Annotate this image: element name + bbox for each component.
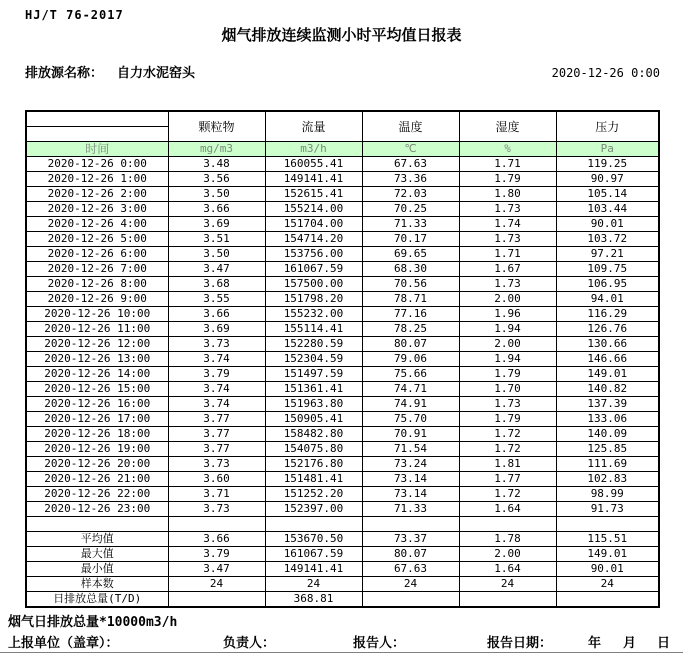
table-cell: 105.14 bbox=[556, 187, 659, 202]
table-cell: 2020-12-26 10:00 bbox=[26, 307, 168, 322]
time-header-cell: 时间 bbox=[26, 142, 168, 157]
table-cell: 2020-12-26 0:00 bbox=[26, 157, 168, 172]
signature-row bbox=[0, 632, 683, 650]
table-row bbox=[26, 262, 659, 277]
table-row bbox=[26, 487, 659, 502]
report-date-label: 报告日期： bbox=[487, 636, 553, 651]
table-cell: 91.73 bbox=[556, 502, 659, 517]
table-cell: 3.55 bbox=[168, 292, 265, 307]
table-cell bbox=[362, 517, 459, 532]
table-cell: 1.64 bbox=[459, 562, 556, 577]
table-cell: 3.73 bbox=[168, 457, 265, 472]
table-row bbox=[26, 502, 659, 517]
table-cell: 133.06 bbox=[556, 412, 659, 427]
table-cell: 75.70 bbox=[362, 412, 459, 427]
table-row bbox=[26, 352, 659, 367]
spacer-row bbox=[26, 517, 659, 532]
table-body bbox=[26, 157, 659, 608]
table-cell: 103.72 bbox=[556, 232, 659, 247]
table-cell: 3.60 bbox=[168, 472, 265, 487]
table-cell: 150905.41 bbox=[265, 412, 362, 427]
table-cell: 1.81 bbox=[459, 457, 556, 472]
blank-header-cell bbox=[26, 127, 168, 142]
table-cell: 2020-12-26 3:00 bbox=[26, 202, 168, 217]
table-row bbox=[26, 292, 659, 307]
table-cell: 71.33 bbox=[362, 217, 459, 232]
table-row bbox=[26, 232, 659, 247]
table-cell: 97.21 bbox=[556, 247, 659, 262]
table-cell: 1.72 bbox=[459, 487, 556, 502]
table-cell: 73.14 bbox=[362, 487, 459, 502]
table-cell: 69.65 bbox=[362, 247, 459, 262]
table-cell: 2020-12-26 2:00 bbox=[26, 187, 168, 202]
pollutant-header-cell: 温度 bbox=[362, 111, 459, 142]
pollutant-header-cell: 压力 bbox=[556, 111, 659, 142]
table-row bbox=[26, 397, 659, 412]
report-unit-label: 上报单位（盖章）： bbox=[8, 636, 119, 651]
table-cell: 119.25 bbox=[556, 157, 659, 172]
table-cell: 2020-12-26 12:00 bbox=[26, 337, 168, 352]
table-cell: 3.66 bbox=[168, 532, 265, 547]
table-cell: 137.39 bbox=[556, 397, 659, 412]
table-cell: 151963.80 bbox=[265, 397, 362, 412]
table-cell: 3.79 bbox=[168, 367, 265, 382]
table-cell: 24 bbox=[459, 577, 556, 592]
table-cell: 3.74 bbox=[168, 397, 265, 412]
table-cell: 130.66 bbox=[556, 337, 659, 352]
table-row bbox=[26, 247, 659, 262]
table-cell: 149.01 bbox=[556, 547, 659, 562]
unit-cell: Pa bbox=[556, 142, 659, 157]
standard-code: HJ/T 76-2017 bbox=[25, 8, 124, 22]
table-cell: 149141.41 bbox=[265, 172, 362, 187]
month-label: 月 bbox=[623, 636, 637, 651]
table-cell: 样本数 bbox=[26, 577, 168, 592]
table-cell: 3.68 bbox=[168, 277, 265, 292]
table-row bbox=[26, 367, 659, 382]
table-cell: 158482.80 bbox=[265, 427, 362, 442]
table-cell: 155232.00 bbox=[265, 307, 362, 322]
table-cell: 2020-12-26 4:00 bbox=[26, 217, 168, 232]
table-cell: 75.66 bbox=[362, 367, 459, 382]
table-cell: 151252.20 bbox=[265, 487, 362, 502]
table-cell: 126.76 bbox=[556, 322, 659, 337]
table-cell: 2.00 bbox=[459, 547, 556, 562]
table-cell: 72.03 bbox=[362, 187, 459, 202]
table-cell: 78.25 bbox=[362, 322, 459, 337]
table-cell: 2020-12-26 11:00 bbox=[26, 322, 168, 337]
summary-row bbox=[26, 577, 659, 592]
table-cell: 155214.00 bbox=[265, 202, 362, 217]
table-cell: 1.79 bbox=[459, 367, 556, 382]
table-cell: 103.44 bbox=[556, 202, 659, 217]
table-cell: 111.69 bbox=[556, 457, 659, 472]
table-row bbox=[26, 337, 659, 352]
table-cell: 1.71 bbox=[459, 157, 556, 172]
table-cell: 71.54 bbox=[362, 442, 459, 457]
flow-total-note: 烟气日排放总量*10000m3/h bbox=[8, 615, 178, 630]
table-cell bbox=[26, 517, 168, 532]
table-cell: 24 bbox=[556, 577, 659, 592]
summary-row bbox=[26, 562, 659, 577]
table-cell: 2.00 bbox=[459, 292, 556, 307]
table-cell: 2020-12-26 13:00 bbox=[26, 352, 168, 367]
table-cell: 149141.41 bbox=[265, 562, 362, 577]
table-cell: 3.50 bbox=[168, 187, 265, 202]
table-cell: 2020-12-26 17:00 bbox=[26, 412, 168, 427]
source-name-group bbox=[25, 62, 195, 81]
pollutant-header-cell: 颗粒物 bbox=[168, 111, 265, 142]
table-cell bbox=[168, 592, 265, 608]
table-cell: 2020-12-26 21:00 bbox=[26, 472, 168, 487]
table-cell: 2020-12-26 22:00 bbox=[26, 487, 168, 502]
table-cell: 151481.41 bbox=[265, 472, 362, 487]
table-cell bbox=[556, 592, 659, 608]
table-row bbox=[26, 172, 659, 187]
table-cell: 161067.59 bbox=[265, 262, 362, 277]
table-row bbox=[26, 322, 659, 337]
table-cell: 140.82 bbox=[556, 382, 659, 397]
table-cell bbox=[556, 517, 659, 532]
table-cell: 151497.59 bbox=[265, 367, 362, 382]
table-cell: 1.77 bbox=[459, 472, 556, 487]
table-cell: 154075.80 bbox=[265, 442, 362, 457]
unit-row bbox=[26, 142, 659, 157]
table-cell: 3.74 bbox=[168, 352, 265, 367]
table-row bbox=[26, 217, 659, 232]
table-cell: 160055.41 bbox=[265, 157, 362, 172]
table-cell: 151361.41 bbox=[265, 382, 362, 397]
summary-row bbox=[26, 532, 659, 547]
table-cell: 1.64 bbox=[459, 502, 556, 517]
table-cell: 2.00 bbox=[459, 337, 556, 352]
table-cell: 154714.20 bbox=[265, 232, 362, 247]
table-cell: 115.51 bbox=[556, 532, 659, 547]
table-cell: 125.85 bbox=[556, 442, 659, 457]
table-cell: 1.94 bbox=[459, 322, 556, 337]
table-row bbox=[26, 157, 659, 172]
table-cell: 80.07 bbox=[362, 337, 459, 352]
table-row bbox=[26, 472, 659, 487]
table-cell: 3.73 bbox=[168, 502, 265, 517]
table-row bbox=[26, 457, 659, 472]
table-cell bbox=[459, 517, 556, 532]
table-cell: 2020-12-26 14:00 bbox=[26, 367, 168, 382]
table-cell: 70.17 bbox=[362, 232, 459, 247]
table-cell: 151704.00 bbox=[265, 217, 362, 232]
table-cell: 98.99 bbox=[556, 487, 659, 502]
table-cell bbox=[168, 517, 265, 532]
table-cell: 140.09 bbox=[556, 427, 659, 442]
table-cell: 1.72 bbox=[459, 427, 556, 442]
table-cell: 106.95 bbox=[556, 277, 659, 292]
table-cell: 155114.41 bbox=[265, 322, 362, 337]
day-label: 日 bbox=[657, 636, 671, 651]
responsible-label: 负责人： bbox=[223, 636, 276, 651]
table-cell: 109.75 bbox=[556, 262, 659, 277]
table-row bbox=[26, 412, 659, 427]
table-head bbox=[26, 111, 659, 157]
table-cell: 2020-12-26 23:00 bbox=[26, 502, 168, 517]
table-cell: 2020-12-26 18:00 bbox=[26, 427, 168, 442]
table-cell: 153670.50 bbox=[265, 532, 362, 547]
table-cell: 67.63 bbox=[362, 562, 459, 577]
table-cell bbox=[265, 517, 362, 532]
table-cell: 1.73 bbox=[459, 397, 556, 412]
report-datetime: 2020-12-26 0:00 bbox=[551, 66, 660, 80]
table-cell: 3.47 bbox=[168, 262, 265, 277]
table-cell: 24 bbox=[265, 577, 362, 592]
table-cell: 3.69 bbox=[168, 217, 265, 232]
table-cell: 157500.00 bbox=[265, 277, 362, 292]
table-cell: 161067.59 bbox=[265, 547, 362, 562]
table-cell: 3.74 bbox=[168, 382, 265, 397]
table-row bbox=[26, 427, 659, 442]
blank-header-cell bbox=[26, 111, 168, 127]
summary-row bbox=[26, 592, 659, 608]
table-cell: 2020-12-26 1:00 bbox=[26, 172, 168, 187]
table-cell: 73.37 bbox=[362, 532, 459, 547]
table-cell: 368.81 bbox=[265, 592, 362, 608]
table-cell: 2020-12-26 9:00 bbox=[26, 292, 168, 307]
table-cell: 2020-12-26 8:00 bbox=[26, 277, 168, 292]
table-cell: 90.01 bbox=[556, 217, 659, 232]
table-cell: 90.01 bbox=[556, 562, 659, 577]
table-cell: 3.79 bbox=[168, 547, 265, 562]
table-row bbox=[26, 442, 659, 457]
table-cell bbox=[459, 592, 556, 608]
source-row bbox=[25, 62, 660, 81]
table-cell: 3.71 bbox=[168, 487, 265, 502]
table-cell: 153756.00 bbox=[265, 247, 362, 262]
table-cell: 3.56 bbox=[168, 172, 265, 187]
table-cell: 3.51 bbox=[168, 232, 265, 247]
report-table bbox=[25, 110, 660, 608]
table-cell: 1.71 bbox=[459, 247, 556, 262]
table-cell: 1.70 bbox=[459, 382, 556, 397]
table-cell: 1.73 bbox=[459, 232, 556, 247]
table-cell: 1.94 bbox=[459, 352, 556, 367]
table-cell: 1.74 bbox=[459, 217, 556, 232]
table-cell: 79.06 bbox=[362, 352, 459, 367]
table-row bbox=[26, 382, 659, 397]
table-cell: 77.16 bbox=[362, 307, 459, 322]
summary-row bbox=[26, 547, 659, 562]
table-cell: 平均值 bbox=[26, 532, 168, 547]
unit-cell: mg/m3 bbox=[168, 142, 265, 157]
table-cell: 152615.41 bbox=[265, 187, 362, 202]
table-cell: 67.63 bbox=[362, 157, 459, 172]
table-cell: 70.91 bbox=[362, 427, 459, 442]
table-cell: 94.01 bbox=[556, 292, 659, 307]
table-cell: 3.77 bbox=[168, 412, 265, 427]
table-row bbox=[26, 187, 659, 202]
table-cell: 73.36 bbox=[362, 172, 459, 187]
table-cell: 70.56 bbox=[362, 277, 459, 292]
table-cell: 2020-12-26 16:00 bbox=[26, 397, 168, 412]
table-cell: 3.66 bbox=[168, 307, 265, 322]
table-cell: 152397.00 bbox=[265, 502, 362, 517]
source-name-label: 排放源名称： bbox=[25, 66, 104, 81]
table-cell: 102.83 bbox=[556, 472, 659, 487]
table-row bbox=[26, 307, 659, 322]
table-cell: 152176.80 bbox=[265, 457, 362, 472]
table-cell: 1.79 bbox=[459, 172, 556, 187]
table-cell: 2020-12-26 15:00 bbox=[26, 382, 168, 397]
table-cell: 73.24 bbox=[362, 457, 459, 472]
table-cell: 2020-12-26 19:00 bbox=[26, 442, 168, 457]
year-label: 年 bbox=[588, 636, 602, 651]
reporter-label: 报告人： bbox=[353, 636, 406, 651]
table-cell: 149.01 bbox=[556, 367, 659, 382]
table-row bbox=[26, 202, 659, 217]
table-cell: 1.73 bbox=[459, 277, 556, 292]
table-cell: 71.33 bbox=[362, 502, 459, 517]
pollutant-header-cell: 湿度 bbox=[459, 111, 556, 142]
pollutant-header-cell: 流量 bbox=[265, 111, 362, 142]
header-row-top bbox=[26, 111, 659, 127]
table-cell: 最小值 bbox=[26, 562, 168, 577]
table-cell: 73.14 bbox=[362, 472, 459, 487]
table-cell: 1.78 bbox=[459, 532, 556, 547]
table-cell: 2020-12-26 5:00 bbox=[26, 232, 168, 247]
source-name-value: 自力水泥窑头 bbox=[117, 66, 196, 81]
unit-cell: ℃ bbox=[362, 142, 459, 157]
table-cell: 3.66 bbox=[168, 202, 265, 217]
table-cell: 1.80 bbox=[459, 187, 556, 202]
table-cell bbox=[362, 592, 459, 608]
table-cell: 2020-12-26 6:00 bbox=[26, 247, 168, 262]
table-cell: 3.73 bbox=[168, 337, 265, 352]
table-cell: 3.69 bbox=[168, 322, 265, 337]
table-cell: 68.30 bbox=[362, 262, 459, 277]
table-cell: 151798.20 bbox=[265, 292, 362, 307]
table-cell: 78.71 bbox=[362, 292, 459, 307]
table-cell: 3.48 bbox=[168, 157, 265, 172]
table-cell: 1.72 bbox=[459, 442, 556, 457]
table-cell: 2020-12-26 7:00 bbox=[26, 262, 168, 277]
page-title: 烟气排放连续监测小时平均值日报表 bbox=[221, 26, 462, 44]
table-cell: 2020-12-26 20:00 bbox=[26, 457, 168, 472]
table-cell: 3.47 bbox=[168, 562, 265, 577]
table-cell: 146.66 bbox=[556, 352, 659, 367]
table-cell: 24 bbox=[168, 577, 265, 592]
table-cell: 3.77 bbox=[168, 427, 265, 442]
table-cell: 116.29 bbox=[556, 307, 659, 322]
table-cell: 74.91 bbox=[362, 397, 459, 412]
table-cell: 80.07 bbox=[362, 547, 459, 562]
table-cell: 90.97 bbox=[556, 172, 659, 187]
table-cell: 152280.59 bbox=[265, 337, 362, 352]
table-cell: 1.79 bbox=[459, 412, 556, 427]
table-cell: 1.96 bbox=[459, 307, 556, 322]
unit-cell: m3/h bbox=[265, 142, 362, 157]
unit-cell: % bbox=[459, 142, 556, 157]
table-cell: 日排放总量(T/D) bbox=[26, 592, 168, 608]
table-cell: 最大值 bbox=[26, 547, 168, 562]
table-cell: 3.77 bbox=[168, 442, 265, 457]
table-cell: 74.71 bbox=[362, 382, 459, 397]
table-cell: 152304.59 bbox=[265, 352, 362, 367]
table-cell: 3.50 bbox=[168, 247, 265, 262]
table-cell: 70.25 bbox=[362, 202, 459, 217]
table-cell: 1.67 bbox=[459, 262, 556, 277]
table-cell: 24 bbox=[362, 577, 459, 592]
table-row bbox=[26, 277, 659, 292]
table-cell: 1.73 bbox=[459, 202, 556, 217]
